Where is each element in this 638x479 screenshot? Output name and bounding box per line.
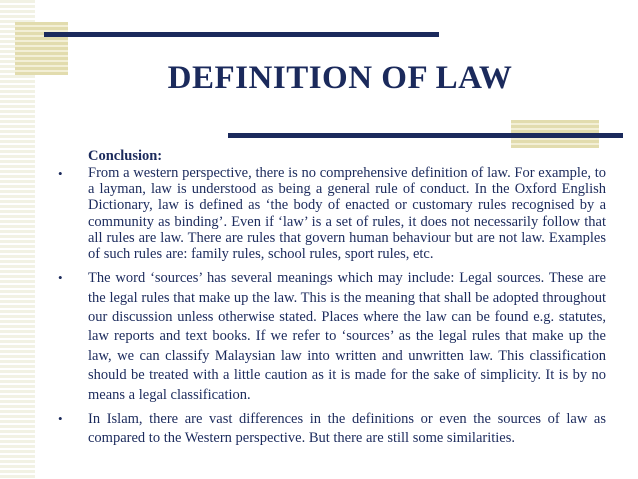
- accent-bar-bottom: [228, 133, 623, 138]
- accent-bar-top: [44, 32, 439, 37]
- bullet-icon: •: [58, 411, 63, 427]
- conclusion-label: Conclusion:: [88, 148, 163, 164]
- decorative-square-top-left: [15, 22, 68, 75]
- bullet-text-2: The word ‘sources’ has several meanings which may include: Legal sources. These are the legal rules that make up the law. This is the meaning that shall be adopted throughout our discussion unless otherwise stated. Places where the law can be found e.g. statutes, law reports and text books. If we refer to ‘sources’ as the legal rules that make up the law, we can classify Malaysian law into written and unwritten law. This classification should be treated with a little caution as it is made for the sake of simplicity. It is by no means a legal classification.: [88, 270, 606, 403]
- bullet-text-1: From a western perspective, there is no comprehensive definition of law. For example, to a layman, law is understood as being a general rule of conduct. In the Oxford English Dictionary, law is defined as ‘the body of enacted or customary rules recognised by a community as binding’. Even if ‘law’ is a set of rules, it does not necessarily follow that all rules are law. There are rules that govern human behaviour but are not law. Examples of such rules are: family rules, school rules, sport rules, etc.: [88, 165, 606, 263]
- slide-title: DEFINITION OF LAW: [167, 60, 513, 96]
- bullet-icon: •: [58, 270, 63, 286]
- bullet-text-3: In Islam, there are vast differences in the definitions or even the sources of law as compared to the Western perspective. But there are still some similarities.: [88, 411, 606, 447]
- bullet-item-3: [58, 410, 606, 449]
- bullet-item-2: [58, 269, 606, 405]
- bullet-icon: •: [58, 166, 63, 181]
- slide-body: [58, 148, 606, 449]
- bullet-item-1: [58, 165, 606, 262]
